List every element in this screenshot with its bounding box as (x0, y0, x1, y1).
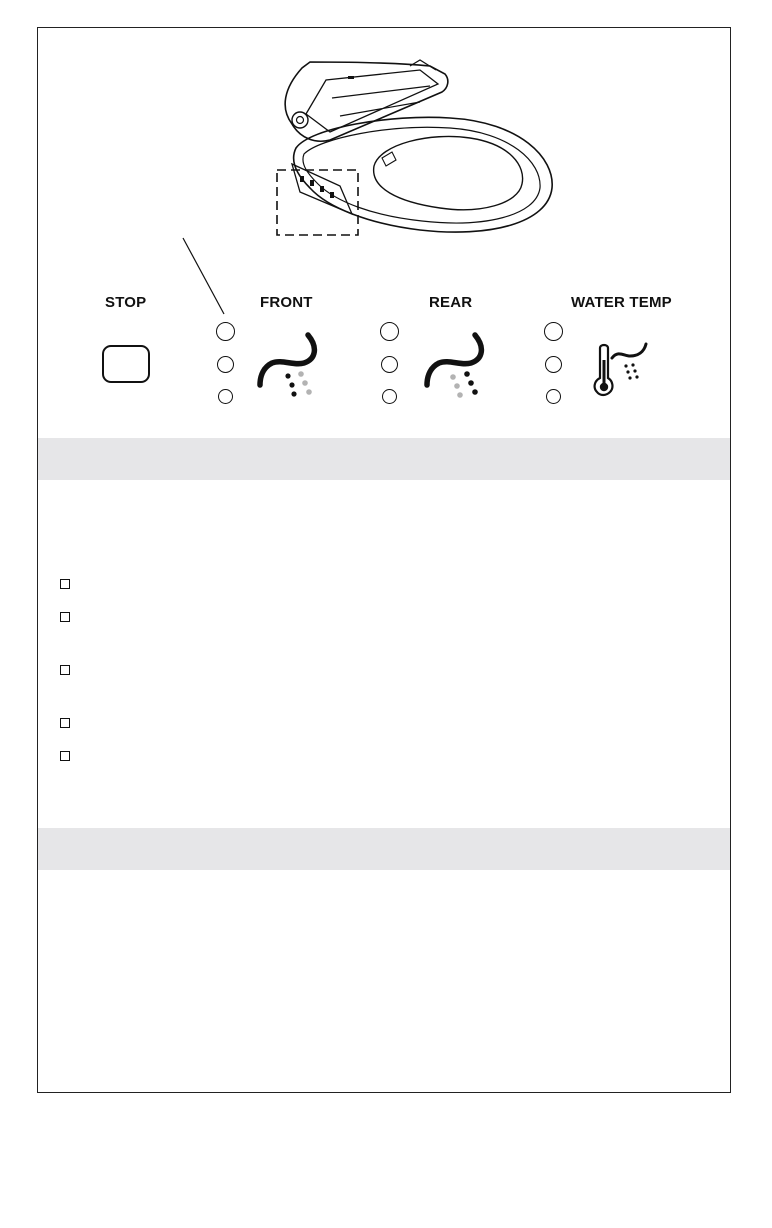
checklist-checkbox[interactable] (60, 579, 70, 589)
water-temp-level-mid-indicator (545, 356, 562, 373)
water-temp-label: WATER TEMP (571, 294, 672, 311)
thermometer-icon[interactable] (594, 342, 654, 400)
checklist-checkbox[interactable] (60, 751, 70, 761)
section-header-band (38, 828, 730, 870)
front-level-high-indicator (216, 322, 235, 341)
front-level-low-indicator (218, 389, 233, 404)
water-temp-level-high-indicator (544, 322, 563, 341)
leader-line (180, 238, 230, 318)
front-wash-icon[interactable] (258, 333, 328, 399)
front-level-mid-indicator (217, 356, 234, 373)
rear-wash-icon[interactable] (425, 333, 495, 399)
rear-level-mid-indicator (381, 356, 398, 373)
stop-label: STOP (105, 294, 147, 311)
water-temp-level-low-indicator (546, 389, 561, 404)
rear-level-low-indicator (382, 389, 397, 404)
stop-button[interactable] (102, 345, 150, 383)
section-header-band (38, 438, 730, 480)
rear-label: REAR (429, 294, 473, 311)
checklist-checkbox[interactable] (60, 665, 70, 675)
rear-level-high-indicator (380, 322, 399, 341)
checklist-checkbox[interactable] (60, 718, 70, 728)
front-label: FRONT (260, 294, 313, 311)
toilet-seat-illustration (270, 58, 560, 248)
checklist-checkbox[interactable] (60, 612, 70, 622)
